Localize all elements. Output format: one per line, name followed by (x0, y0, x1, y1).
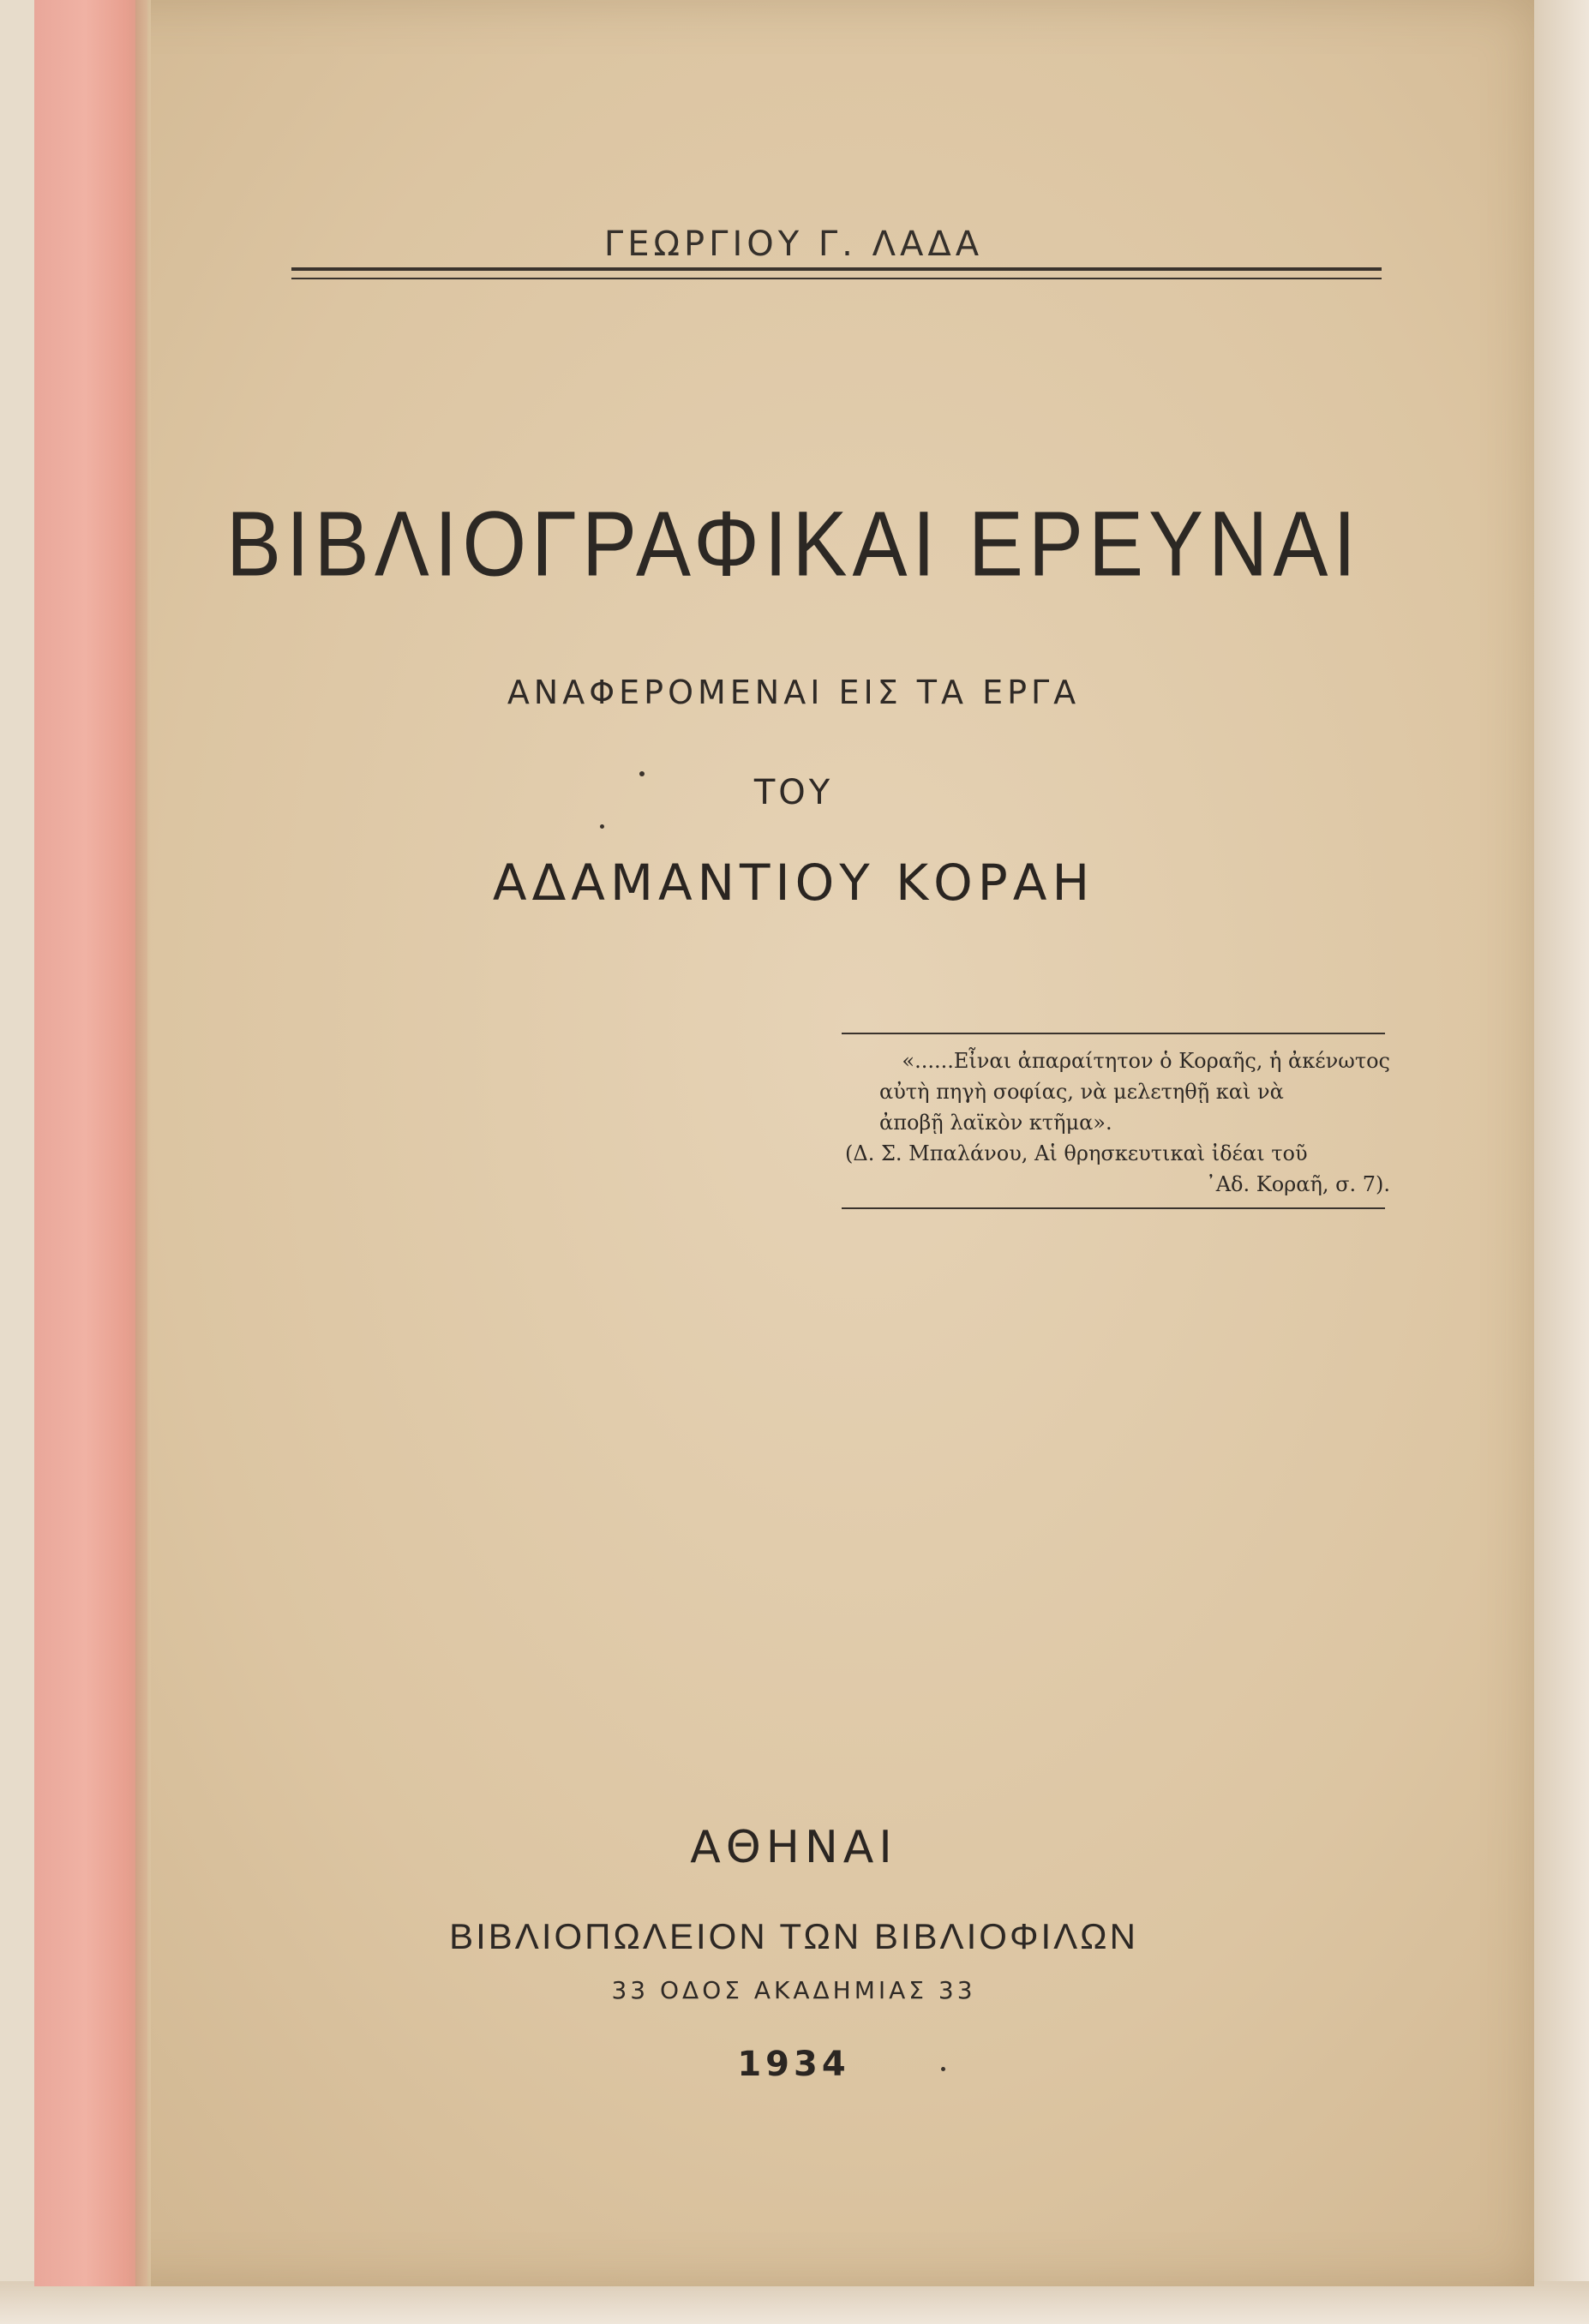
epigraph-line: «......Εἶναι ἀπαραίτητον ὁ Κοραῆς, ἡ ἀκένωτος (902, 1049, 1390, 1073)
scan-background-bottom (0, 2281, 1589, 2324)
epigraph-line: αὐτὴ πηγὴ σοφίας, νὰ μελετηθῇ καὶ νὰ (879, 1080, 1284, 1104)
author-rule-thick (291, 267, 1382, 271)
paper-blemish (639, 771, 645, 776)
publication-city: ΑΘΗΝΑΙ (690, 1822, 897, 1873)
paper-blemish (600, 824, 604, 829)
author-rule-thin (291, 278, 1382, 279)
epigraph-rule-bottom (842, 1207, 1385, 1209)
epigraph-line: ἀποβῇ λαϊκὸν κτῆμα». (879, 1111, 1112, 1135)
author-name: ΓΕΩΡΓΙΟΥ Γ. ΛΑΔΑ (603, 225, 984, 264)
subtitle-article: ΤΟΥ (753, 773, 834, 812)
subject-name: ΑΔΑΜΑΝΤΙΟΥ ΚΟΡΑΗ (492, 854, 1095, 912)
publisher-name: ΒΙΒΛΙΟΠΩΛΕΙΟΝ ΤΩΝ ΒΙΒΛΙΟΦΙΛΩΝ (449, 1916, 1138, 1956)
scan-background-right (1534, 0, 1589, 2324)
cover-spine (34, 0, 147, 2286)
epigraph-quote (842, 1045, 1399, 1200)
epigraph-rule-top (842, 1033, 1385, 1034)
epigraph-source: ᾿Αδ. Κοραῆ, σ. 7). (1205, 1172, 1390, 1196)
epigraph-source: (Δ. Σ. Μπαλάνου, Αἱ θρησκευτικαὶ ἰδέαι τοῦ (845, 1141, 1308, 1165)
spine-edge (135, 0, 151, 2286)
publication-year: 1934 (737, 2045, 850, 2084)
paper-blemish (941, 2067, 945, 2071)
book-title: ΒΙΒΛΙΟΓΡΑΦΙΚΑΙ ΕΡΕΥΝΑΙ (225, 493, 1362, 596)
publisher-address: 33 ΟΔΟΣ ΑΚΑΔΗΜΙΑΣ 33 (611, 1976, 976, 2004)
book-subtitle: ΑΝΑΦΕΡΟΜΕΝΑΙ ΕΙΣ ΤΑ ΕΡΓΑ (507, 674, 1081, 711)
